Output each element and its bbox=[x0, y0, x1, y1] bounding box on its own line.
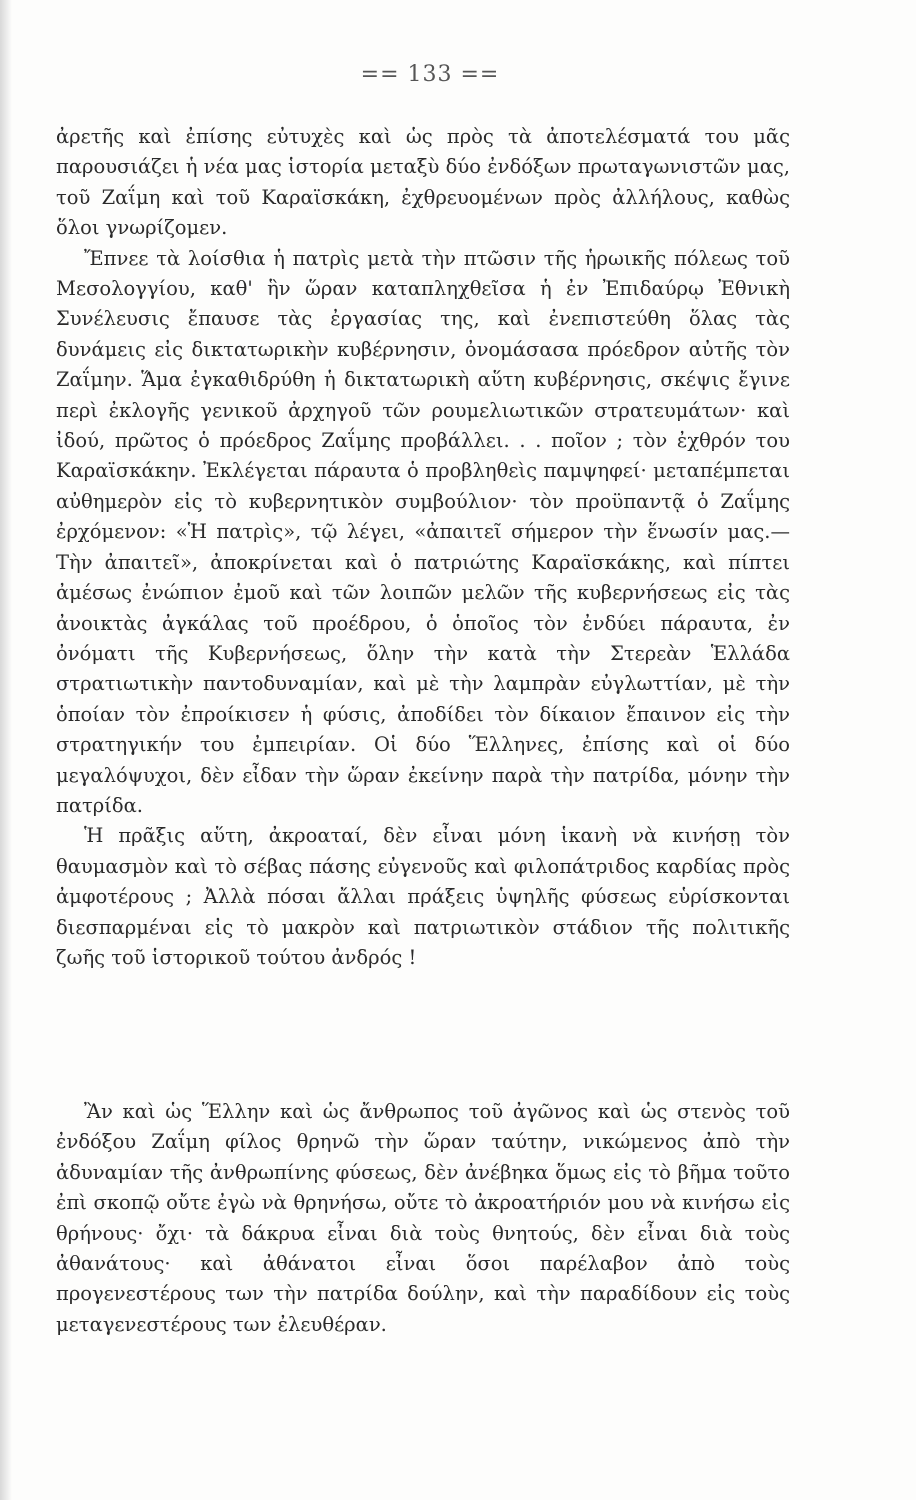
paragraph-3: Ἡ πρᾶξις αὕτη, ἀκροαταί, δὲν εἶναι μόνη ἱκανὴ νὰ κινήσῃ τὸν θαυμασμὸν καὶ τὸ σέβας πάσης εὐγενοῦς καὶ φιλοπάτριδος καρδίας πρὸς ἀμφοτέρους ; Ἀλλὰ πόσαι ἄλλαι πράξεις ὑψηλῆς φύσεως εὑρίσκονται διεσπαρμέναι εἰς τὸ μακρὸν καὶ πατριωτικὸν στάδιον τῆς πολιτικῆς ζωῆς τοῦ ἱστορικοῦ τούτου ἀνδρός ! bbox=[56, 824, 790, 969]
body-text-lower bbox=[56, 1097, 790, 1340]
paragraph-2: Ἔπνεε τὰ λοίσθια ἡ πατρὶς μετὰ τὴν πτῶσιν τῆς ἡρωικῆς πόλεως τοῦ Μεσολογγίου, καθ' ἣν ὥραν καταπληχθεῖσα ἡ ἐν Ἐπιδαύρῳ Ἐθνικὴ Συνέλευσις ἔπαυσε τὰς ἐργασίας της, καὶ ἐνεπιστεύθη ὅλας τὰς δυνάμεις εἰς δικτατωρικὴν κυβέρνησιν, ὀνομάσασα πρόεδρον αὐτῆς τὸν Ζαΐμην. Ἅμα ἐγκαθιδρύθη ἡ δικτατωρικὴ αὕτη κυβέρνησις, σκέψις ἔγινε περὶ ἐκλογῆς γενικοῦ ἀρχηγοῦ τῶν ρουμελιωτικῶν στρατευμάτων· καὶ ἰδού, πρῶτος ὁ πρόεδρος Ζαΐμης προβάλλει. . . ποῖον ; τὸν ἐχθρόν του Καραϊσκάκην. Ἐκλέγεται πάραυτα ὁ προβληθεὶς παμψηφεί· μεταπέμπεται αὐθημερὸν εἰς τὸ κυβερνητικὸν συμβούλιον· τὸν προϋπαντᾷ ὁ Ζαΐμης ἐρχόμενον: «Ἡ πατρὶς», τῷ λέγει, «ἀπαιτεῖ σήμερον τὴν ἕνωσίν μας.— Τὴν ἀπαιτεῖ», ἀποκρίνεται καὶ ὁ πατριώτης Καραϊσκάκης, καὶ πίπτει ἀμέσως ἐνώπιον ἐμοῦ καὶ τῶν λοιπῶν μελῶν τῆς κυβερνήσεως εἰς τὰς ἀνοικτὰς ἀγκάλας τοῦ προέδρου, ὁ ὁποῖος τὸν ἐνδύει πάραυτα, ἐν ὀνόματι τῆς Κυβερνήσεως, ὅλην τὴν κατὰ τὴν Στερεὰν Ἑλλάδα στρατιωτικὴν παντοδυναμίαν, καὶ μὲ τὴν λαμπρὰν εὐγλωττίαν, μὲ τὴν ὁποίαν τὸν ἐπροίκισεν ἡ φύσις, ἀποδίδει τὸν δίκαιον ἔπαινον εἰς τὴν στρατηγικήν του ἐμπειρίαν. Οἱ δύο Ἕλληνες, ἐπίσης καὶ οἱ δύο μεγαλόψυχοι, δὲν εἶδαν τὴν ὥραν ἐκείνην παρὰ τὴν πατρίδα, μόνην τὴν πατρίδα. bbox=[56, 246, 790, 817]
body-text-upper bbox=[56, 122, 790, 973]
page-gutter-shadow bbox=[0, 0, 12, 1500]
paragraph-1: ἀρετῆς καὶ ἐπίσης εὐτυχὲς καὶ ὡς πρὸς τὰ ἀποτελέσματά του μᾶς παρουσιάζει ἡ νέα μας ἱστορία μεταξὺ δύο ἐνδόξων πρωταγωνιστῶν μας, τοῦ Ζαΐμη καὶ τοῦ Καραϊσκάκη, ἐχθρευομένων πρὸς ἀλλήλους, καθὼς ὅλοι γνωρίζομεν. bbox=[56, 125, 790, 240]
paragraph-4: Ἂν καὶ ὡς Ἕλλην καὶ ὡς ἄνθρωπος τοῦ ἀγῶνος καὶ ὡς στενὸς τοῦ ἐνδόξου Ζαΐμη φίλος θρηνῶ τὴν ὥραν ταύτην, νικώμενος ἀπὸ τὴν ἀδυναμίαν τῆς ἀνθρωπίνης φύσεως, δὲν ἀνέβηκα ὅμως εἰς τὸ βῆμα τοῦτο ἐπὶ σκοπῷ οὔτε ἐγὼ νὰ θρηνήσω, οὔτε τὸ ἀκροατήριόν μου νὰ κινήσω εἰς θρήνους· ὄχι· τὰ δάκρυα εἶναι διὰ τοὺς θνητούς, δὲν εἶναι διὰ τοὺς ἀθανάτους· καὶ ἀθάνατοι εἶναι ὅσοι παρέλαβον ἀπὸ τοὺς προγενεστέρους των τὴν πατρίδα δούλην, καὶ τὴν παραδίδουν εἰς τοὺς μεταγενεστέρους των ἐλευθέραν. bbox=[56, 1100, 790, 1336]
page-number: == 133 == bbox=[360, 62, 500, 87]
